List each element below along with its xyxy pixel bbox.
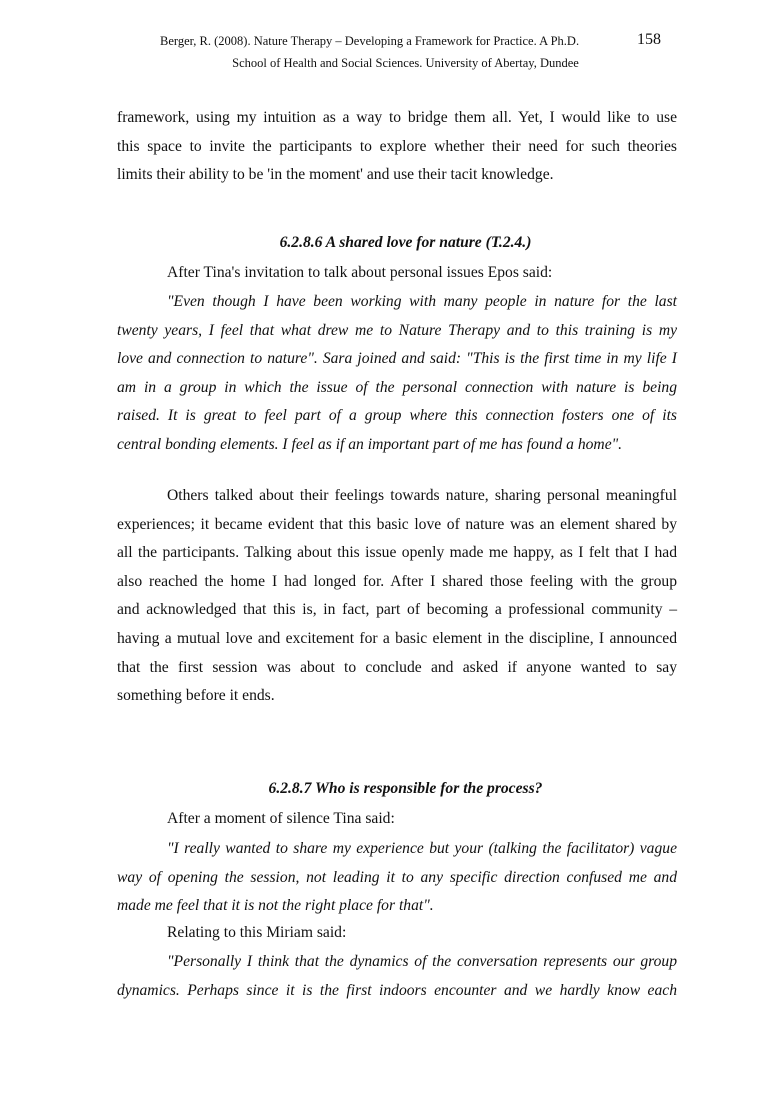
text-line: and acknowledged that this is, in fact, part of becoming a professional community –: [117, 601, 677, 619]
header-institution: School of Health and Social Sciences. University of Abertay, Dundee: [232, 56, 579, 70]
text-line: "I really wanted to share my experience but your (talking the facilitator) vague: [167, 840, 677, 857]
text-line: "Personally I think that the dynamics of the conversation represents our group: [167, 953, 677, 970]
section2-intro2: Relating to this Miriam said:: [167, 924, 347, 941]
text-line: am in a group in which the issue of the personal connection with nature is being: [117, 378, 677, 396]
header-citation: Berger, R. (2008). Nature Therapy – Developing a Framework for Practice. A Ph.D.: [160, 34, 580, 48]
section2-intro: After a moment of silence Tina said:: [167, 810, 395, 827]
section1-body: [117, 482, 677, 711]
text-line: experiences; it became evident that this basic love of nature was an element shared by: [117, 515, 677, 533]
text-line: raised. It is great to feel part of a group where this connection fosters one of its: [117, 407, 677, 425]
section1-intro: After Tina's invitation to talk about personal issues Epos said:: [167, 264, 553, 281]
text-line: central bonding elements. I feel as if an important part of me has found a home".: [117, 435, 623, 453]
text-line: "Even though I have been working with many people in nature for the last: [167, 293, 677, 310]
text-line: that the first session was about to conclude and asked if anyone wanted to say: [117, 658, 677, 676]
text-line: dynamics. Perhaps since it is the first indoors encounter and we hardly know each: [117, 981, 677, 999]
text-line: also reached the home I had longed for. After I shared those feeling with the group: [117, 572, 677, 590]
paragraph-intro: [117, 104, 677, 190]
text-line: something before it ends.: [117, 687, 275, 705]
text-line: twenty years, I feel that what drew me to Nature Therapy and to this training is my: [117, 321, 677, 339]
text-line: Others talked about their feelings towards nature, sharing personal meaningful: [167, 487, 677, 504]
section2-quote1: [117, 835, 677, 921]
text-line: limits their ability to be 'in the moment' and use their tacit knowledge.: [117, 166, 554, 184]
page-number: 158: [637, 31, 661, 48]
text-line: having a mutual love and excitement for a basic element in the discipline, I announced: [117, 629, 677, 647]
section1-quote: [117, 288, 677, 460]
text-line: made me feel that it is not the right place for that".: [117, 897, 434, 915]
section-heading-responsible: 6.2.8.7 Who is responsible for the process?: [268, 780, 543, 797]
text-line: framework, using my intuition as a way to bridge them all. Yet, I would like to use: [117, 109, 677, 126]
text-line: love and connection to nature". Sara joined and said: "This is the first time in my life I: [117, 350, 677, 368]
text-line: all the participants. Talking about this issue openly made me happy, as I felt that I had: [117, 544, 677, 562]
section-heading-shared-love: 6.2.8.6 A shared love for nature (T.2.4.): [279, 234, 532, 251]
section2-quote2: [117, 948, 677, 1005]
text-line: this space to invite the participants to explore whether their need for such theories: [117, 137, 677, 155]
text-line: way of opening the session, not leading it to any specific direction confused me and: [117, 868, 677, 886]
